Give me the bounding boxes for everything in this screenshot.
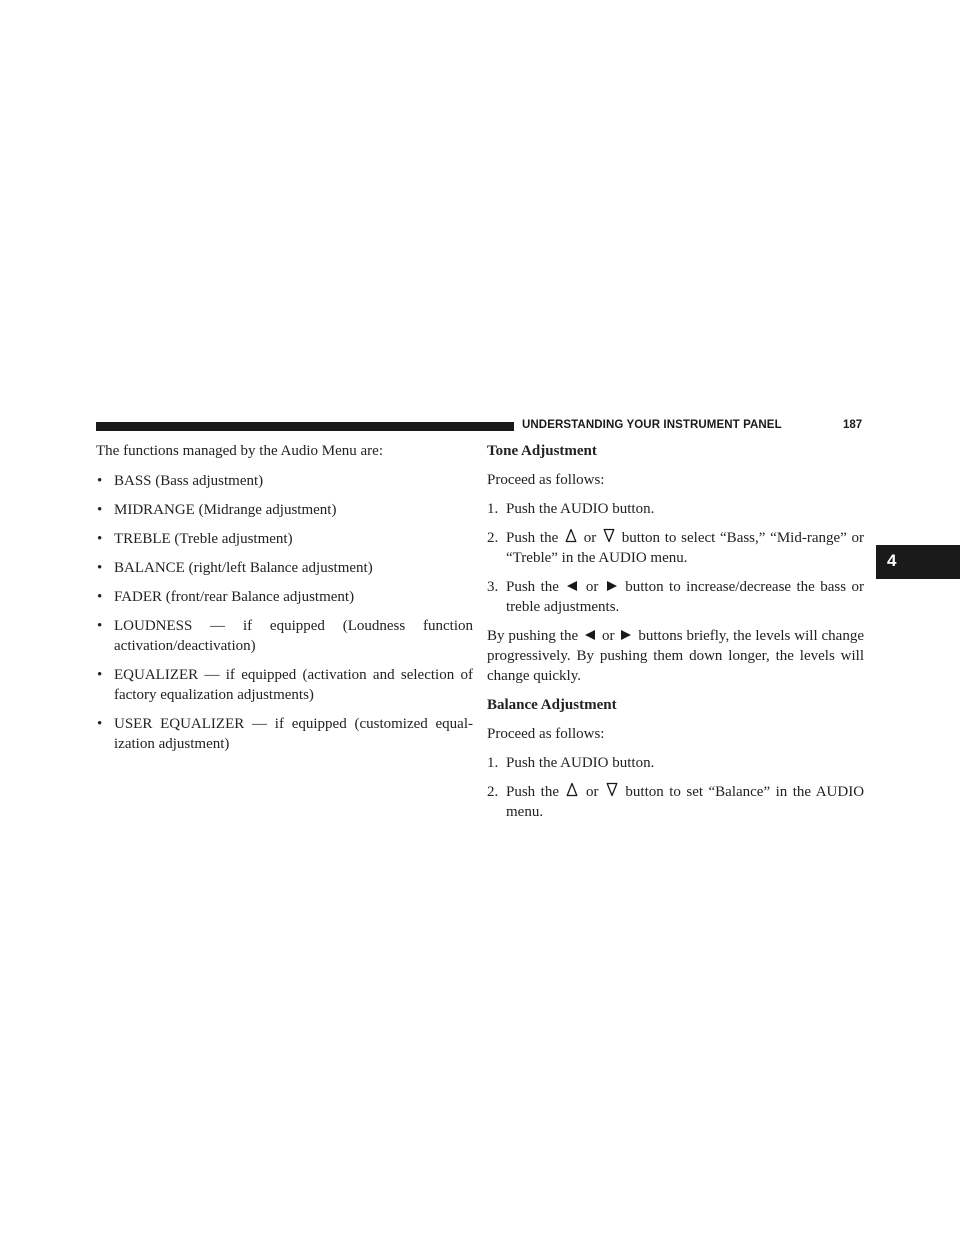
header-rule bbox=[96, 422, 514, 431]
proceed-text: Proceed as follows: bbox=[487, 472, 605, 488]
chapter-number: 4 bbox=[887, 551, 897, 570]
step-text bbox=[506, 528, 864, 568]
bullet-dot: • bbox=[97, 716, 103, 732]
down-arrow-outline-icon bbox=[603, 528, 615, 543]
bullet-dot: • bbox=[97, 473, 103, 489]
step-text-end: button to increase/decrease the bass or treble adjustments. bbox=[506, 579, 865, 615]
step-item bbox=[487, 782, 864, 822]
bullet-dot: • bbox=[97, 667, 103, 683]
or-text: or bbox=[585, 579, 599, 595]
levels-note bbox=[487, 626, 864, 686]
or-text: or bbox=[602, 628, 615, 644]
balance-adjustment-heading: Balance Adjustment bbox=[487, 697, 617, 713]
step-number: 1. bbox=[487, 755, 499, 771]
list-item bbox=[96, 500, 473, 520]
down-arrow-outline-icon bbox=[606, 782, 618, 797]
step-number: 2. bbox=[487, 530, 499, 546]
list-item-text: FADER (front/rear Balance adjustment) bbox=[114, 589, 355, 605]
intro-text: The functions managed by the Audio Menu are: bbox=[96, 443, 384, 459]
step-text bbox=[506, 577, 864, 617]
list-item-text: LOUDNESS — if equipped (Loudness function activation/deactivation) bbox=[114, 618, 473, 654]
list-item-text: EQUALIZER — if equipped (activation and selection of factory equalization adjustments) bbox=[114, 667, 473, 703]
step-item bbox=[487, 499, 864, 519]
list-item bbox=[96, 558, 473, 578]
up-arrow-outline-icon bbox=[565, 528, 577, 543]
chapter-tab bbox=[876, 545, 960, 579]
step-text-start: Push the bbox=[506, 579, 559, 595]
step-item bbox=[487, 528, 864, 568]
left-arrow-filled-icon bbox=[566, 580, 578, 592]
step-text: Push the AUDIO button. bbox=[506, 501, 655, 517]
page-number: 187 bbox=[843, 419, 863, 431]
right-column bbox=[487, 441, 864, 831]
list-item bbox=[96, 616, 473, 656]
bullet-dot: • bbox=[97, 502, 103, 518]
list-item-text: USER EQUALIZER — if equipped (customized equal-ization adjustment) bbox=[114, 716, 473, 752]
bullet-dot: • bbox=[97, 560, 103, 576]
note-text-end: buttons briefly, the levels will change progressively. By pushing them down longer, the levels will change quickly. bbox=[487, 628, 864, 684]
section-title: UNDERSTANDING YOUR INSTRUMENT PANEL bbox=[522, 419, 782, 431]
step-text: Push the AUDIO button. bbox=[506, 755, 655, 771]
list-item bbox=[96, 471, 473, 491]
list-item-text: BASS (Bass adjustment) bbox=[114, 473, 264, 489]
bullet-dot: • bbox=[97, 618, 103, 634]
list-item-text: MIDRANGE (Midrange adjustment) bbox=[114, 502, 337, 518]
bullet-dot: • bbox=[97, 531, 103, 547]
note-text-start: By pushing the bbox=[487, 628, 579, 644]
or-text: or bbox=[585, 784, 599, 800]
list-item-text: BALANCE (right/left Balance adjustment) bbox=[114, 560, 373, 576]
list-item bbox=[96, 587, 473, 607]
step-text-end: button to set “Balance” in the AUDIO menu. bbox=[506, 784, 865, 820]
tone-adjustment-heading: Tone Adjustment bbox=[487, 443, 597, 459]
list-item-text: TREBLE (Treble adjustment) bbox=[114, 531, 293, 547]
step-number: 2. bbox=[487, 784, 499, 800]
step-text-start: Push the bbox=[506, 530, 559, 546]
or-text: or bbox=[583, 530, 597, 546]
step-number: 3. bbox=[487, 579, 499, 595]
bullet-dot: • bbox=[97, 589, 103, 605]
up-arrow-outline-icon bbox=[566, 782, 578, 797]
step-text-end: button to select “Bass,” “Mid-range” or “Treble” in the AUDIO menu. bbox=[506, 530, 865, 566]
right-arrow-filled-icon bbox=[606, 580, 618, 592]
step-item bbox=[487, 753, 864, 773]
step-text-start: Push the bbox=[506, 784, 559, 800]
list-item bbox=[96, 665, 473, 705]
list-item bbox=[96, 529, 473, 549]
list-item bbox=[96, 714, 473, 754]
step-text bbox=[506, 782, 864, 822]
right-arrow-filled-icon bbox=[620, 629, 632, 641]
step-item bbox=[487, 577, 864, 617]
left-column bbox=[96, 441, 473, 763]
left-arrow-filled-icon bbox=[584, 629, 596, 641]
step-number: 1. bbox=[487, 501, 499, 517]
proceed-text: Proceed as follows: bbox=[487, 726, 605, 742]
